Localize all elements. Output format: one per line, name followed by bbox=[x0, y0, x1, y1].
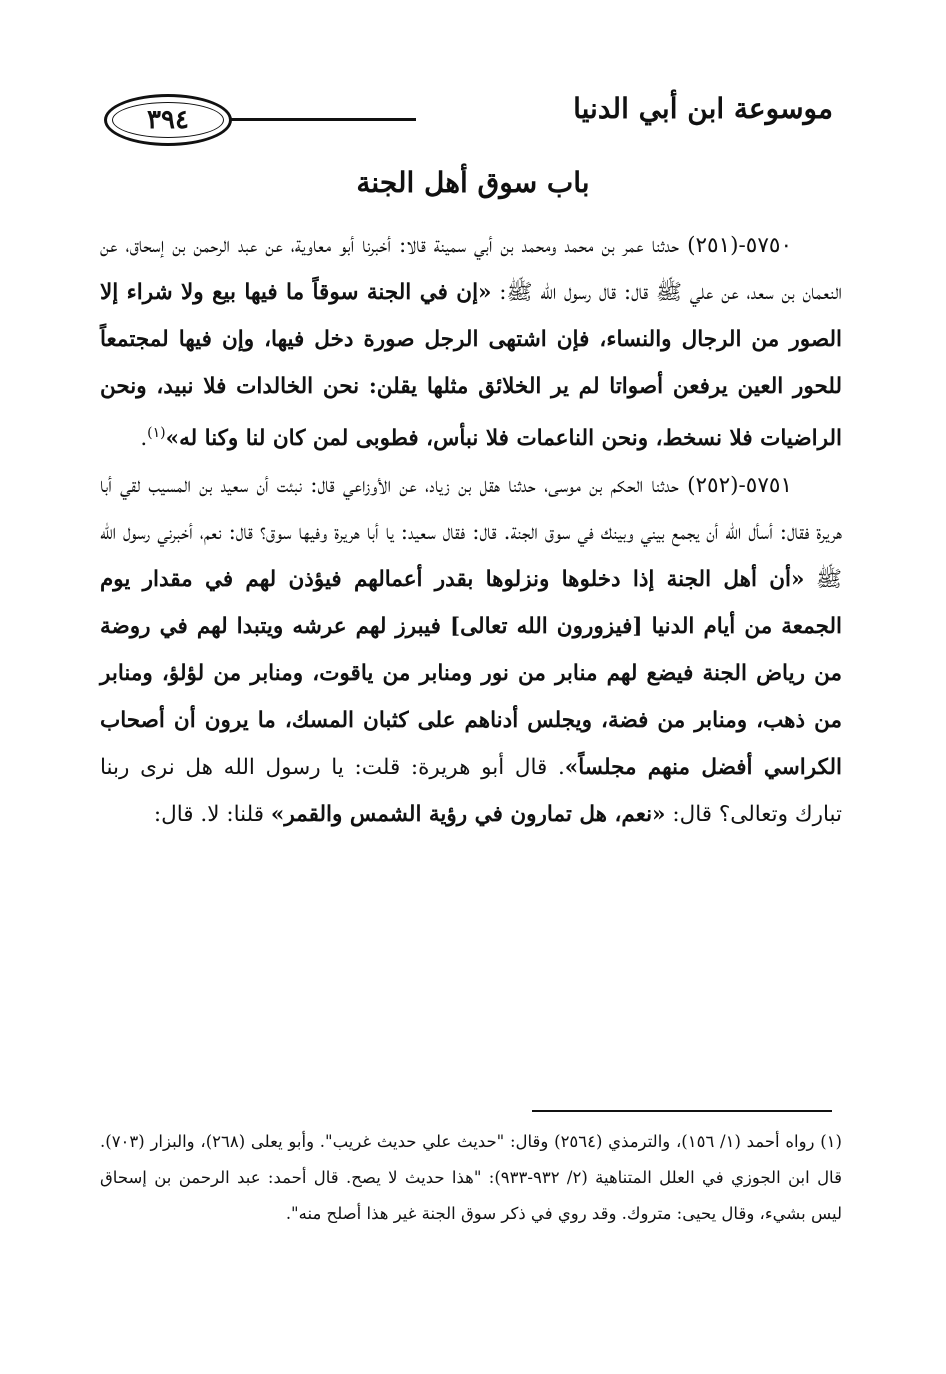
hadith-matn: «أن أهل الجنة إذا دخلوها ونزلوها بقدر أعمالهم فيؤذن لهم في مقدار يوم الجمعة من أيام الدنيا [فيزورون الله تعالى] فيبرز لهم عرشه ويتبدا لهم في روضة من رياض الجنة فيضع لهم منابر من نور ومنابر من ياقوت، ومنابر من لؤلؤ، ومنابر من ذهب، ومنابر من فضة، ويجلس أدناهم على كثبان المسك، ما يرون أن أصحاب الكراسي أفضل منهم مجلساً» bbox=[100, 567, 842, 781]
footnotes bbox=[100, 1124, 842, 1232]
page-number: ٣٩٤ bbox=[147, 105, 189, 135]
hadith-paragraph bbox=[100, 462, 842, 838]
book-title: موسوعة ابن أبي الدنيا bbox=[573, 92, 833, 125]
hadith-isnad: ٥٧٥١-(٢٥٢) حدثنا الحكم بن موسى، حدثنا هقل بن زياد، عن الأوزاعي قال: نبئت أن سعيد بن المسيب لقي أبا هريرة فقال: أسأل الله أن يجمع بيني وبينك في سوق الجنة. قال: فقال سعيد: يا أبا هريرة وفيها سوق؟ قال: نعم، أخبرني رسول الله ﷺ bbox=[100, 473, 842, 593]
hadith-matn: «نعم، هل تمارون في رؤية الشمس والقمر» bbox=[270, 802, 666, 828]
hadith-isnad: ٥٧٥٠-(٢٥١) حدثنا عمر بن محمد ومحمد بن أبي سمينة قالا: أخبرنا أبو معاوية، عن عبد الرحمن بن إسحاق، عن النعمان بن سعد، عن علي ﷺ قال: قال رسول الله ﷺ: bbox=[100, 233, 842, 305]
hadith-matn: «إن في الجنة سوقاً ما فيها بيع ولا شراء إلا الصور من الرجال والنساء، فإن اشتهى الرجل صورة دخل فيها، وإن فيها لمجتمعاً للحور العين يرفعن أصواتا لم ير الخلائق مثلها يقلن: نحن الخالدات فلا نبيد، ونحن الراضيات فلا نسخط، ونحن الناعمات فلا نبأس، فطوبى لمن كان لنا وكنا له» bbox=[100, 280, 842, 452]
chapter-title: باب سوق أهل الجنة bbox=[356, 166, 590, 199]
header-rule bbox=[231, 118, 416, 121]
footnote-separator bbox=[532, 1110, 832, 1112]
main-text bbox=[100, 222, 842, 838]
footnote-item: (١) رواه أحمد (١/ ١٥٦)، والترمذي (٢٥٦٤) وقال: "حديث علي حديث غريب". وأبو يعلى (٢٦٨)، والبزار (٧٠٣). قال ابن الجوزي في العلل المتناهية (٢/ ٩٣٢-٩٣٣): "هذا حديث لا يصح. قال أحمد: عبد الرحمن بن إسحاق ليس بشيء، وقال يحيى: متروك. وقد روي في ذكر سوق الجنة غير هذا أصلح منه". bbox=[100, 1132, 842, 1223]
narration-text: قلنا: لا. قال: bbox=[153, 802, 271, 828]
hadith-paragraph bbox=[100, 222, 842, 462]
page-header bbox=[96, 88, 841, 158]
sentence-end: . bbox=[140, 426, 148, 452]
footnote-reference[interactable]: (١) bbox=[147, 425, 166, 441]
narration-text: . قال أبو هريرة: قلت: يا رسول الله هل نرى ربنا تبارك وتعالى؟ قال: bbox=[100, 755, 842, 828]
